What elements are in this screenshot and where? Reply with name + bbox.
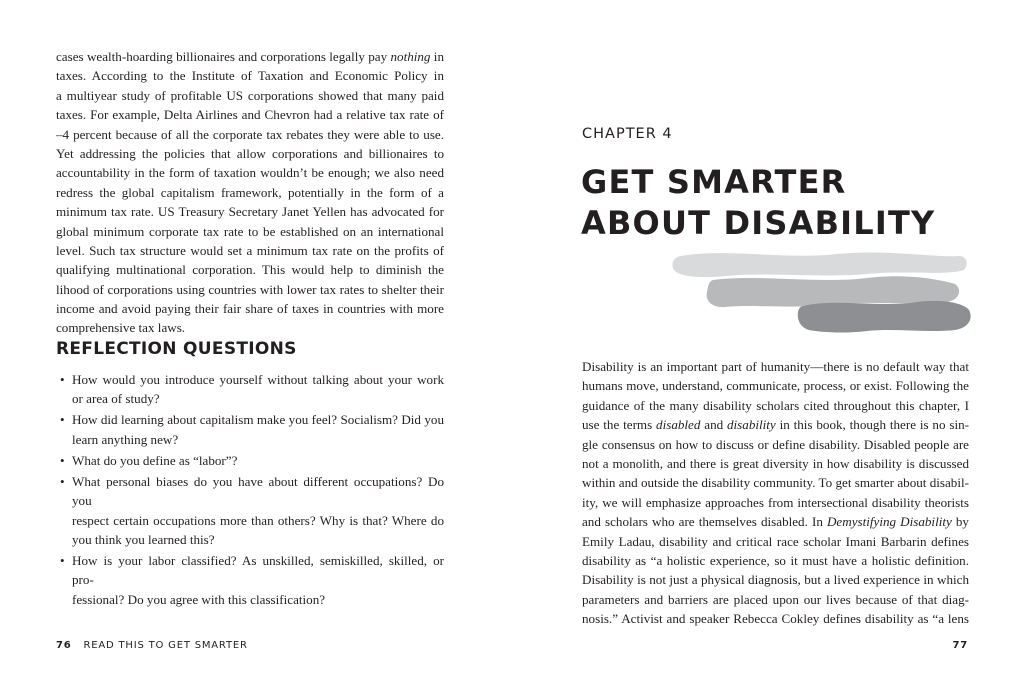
left-paragraph-line: taxes. For example, Delta Airlines and Chevron had a relative tax rate of bbox=[56, 107, 444, 123]
right-paragraph-line: guidance of the many disability scholars cited throughout this chapter, I bbox=[582, 397, 969, 413]
left-body-paragraph bbox=[56, 47, 444, 338]
reflection-question-line: How is your labor classified? As unskilled, semiskilled, skilled, or pro- bbox=[72, 553, 444, 588]
reflection-question-line: How would you introduce yourself without talking about your work bbox=[72, 372, 444, 387]
left-paragraph-line: taxes. According to the Institute of Taxation and Economic Policy in bbox=[56, 68, 444, 84]
right-paragraph-line: Disability is not just a physical diagnosis, but a lived experience in which bbox=[582, 572, 969, 588]
right-body-paragraph bbox=[582, 357, 969, 629]
right-paragraph-line: ity, we will emphasize approaches from intersectional disability theorists bbox=[582, 494, 969, 510]
left-paragraph-line: comprehensive tax laws. bbox=[56, 320, 186, 336]
left-paragraph-line: level. Such tax structure would set a minimum tax rate on the profits of bbox=[56, 242, 444, 258]
right-paragraph-line: within and outside the disability community. To get smarter about disabil- bbox=[582, 475, 969, 491]
reflection-questions-heading: REFLECTION QUESTIONS bbox=[56, 339, 297, 359]
right-paragraph-line: Emily Ladau, disability and critical race scholar Imani Barbarin defines bbox=[582, 533, 969, 549]
left-paragraph-line: a multiyear study of profitable US corporations showed that many paid bbox=[56, 87, 444, 103]
chapter-title-line-2: ABOUT DISABILITY bbox=[581, 204, 936, 242]
reflection-question-line: How did learning about capitalism make you feel? Socialism? Did you bbox=[72, 412, 444, 428]
bullet-icon: • bbox=[60, 452, 65, 468]
reflection-questions-list bbox=[60, 370, 444, 611]
chapter-title bbox=[581, 162, 981, 244]
right-page-number: 77 bbox=[952, 640, 968, 651]
reflection-question-line: fessional? Do you agree with this classification? bbox=[72, 591, 326, 607]
reflection-question-line: learn anything new? bbox=[72, 431, 179, 447]
right-paragraph-line: Disability is an important part of humanity—there is no default way that bbox=[582, 359, 969, 374]
reflection-question-line: What do you define as “labor”? bbox=[72, 452, 238, 468]
bullet-icon: • bbox=[60, 553, 65, 569]
decorative-brush-strokes bbox=[667, 250, 972, 338]
brush-stroke-light bbox=[672, 252, 966, 277]
left-paragraph-line: global minimum corporate tax rate to be established on an international bbox=[56, 223, 444, 239]
reflection-question bbox=[60, 472, 444, 550]
right-paragraph-line: nosis.” Activist and speaker Rebecca Cokley defines disability as “a lens bbox=[582, 611, 969, 627]
left-paragraph-line: cases wealth-hoarding billionaires and corporations legally pay nothing in bbox=[56, 49, 444, 64]
chapter-label: CHAPTER 4 bbox=[582, 126, 673, 142]
right-paragraph-line: humans move, understand, communicate, process, or exist. Following the bbox=[582, 378, 969, 394]
reflection-question-line: respect certain occupations more than others? Why is that? Where do bbox=[72, 512, 444, 528]
bullet-icon: • bbox=[60, 372, 65, 387]
running-head: READ THIS TO GET SMARTER bbox=[83, 640, 248, 651]
right-paragraph-line: and scholars who are themselves disabled. In Demystifying Disability by bbox=[582, 514, 969, 530]
reflection-question-line: you think you learned this? bbox=[72, 532, 215, 548]
chapter-title-line-1: GET SMARTER bbox=[581, 163, 847, 201]
right-paragraph-line: not a monolith, and there is great diversity in how disability is discussed bbox=[582, 456, 969, 472]
reflection-question-line: or area of study? bbox=[72, 391, 160, 407]
right-paragraph-line: parameters and barriers are placed upon our lives because of that diag- bbox=[582, 591, 969, 607]
right-paragraph-line: gle consensus on how to discuss or define disability. Disabled people are bbox=[582, 436, 969, 452]
brush-stroke-dark bbox=[798, 301, 971, 333]
left-paragraph-line: Yet addressing the policies that allow corporations and billionaires to bbox=[56, 145, 444, 161]
left-paragraph-line: –4 percent because of all the corporate tax rebates they were able to use. bbox=[56, 126, 444, 142]
reflection-question bbox=[60, 551, 444, 609]
reflection-question bbox=[60, 451, 444, 470]
left-paragraph-line: qualifying multinational corporation. This would help to diminish the bbox=[56, 262, 444, 278]
right-paragraph-line: disability as “a holistic experience, so it must have a holistic definition. bbox=[582, 553, 969, 569]
reflection-question-line: What personal biases do you have about different occupations? Do you bbox=[72, 473, 444, 509]
left-footer bbox=[56, 640, 248, 651]
right-paragraph-line: use the terms disabled and disability in this book, though there is no sin- bbox=[582, 417, 969, 433]
bullet-icon: • bbox=[60, 412, 65, 428]
reflection-question bbox=[60, 410, 444, 449]
left-paragraph-line: lihood of corporations using countries with lower tax rates to shelter their bbox=[56, 281, 444, 297]
left-page-number: 76 bbox=[56, 640, 72, 651]
reflection-question bbox=[60, 370, 444, 409]
left-paragraph-line: accountability in the form of taxation wouldn’t be enough; we also need bbox=[56, 165, 444, 181]
left-paragraph-line: income and avoid paying their fair share of taxes in countries with more bbox=[56, 301, 444, 317]
left-paragraph-line: minimum tax rate. US Treasury Secretary Janet Yellen has advocated for bbox=[56, 204, 444, 220]
bullet-icon: • bbox=[60, 473, 65, 489]
right-page bbox=[512, 0, 1024, 683]
left-paragraph-line: redress the global capitalism framework, potentially in the form of a bbox=[56, 184, 444, 200]
